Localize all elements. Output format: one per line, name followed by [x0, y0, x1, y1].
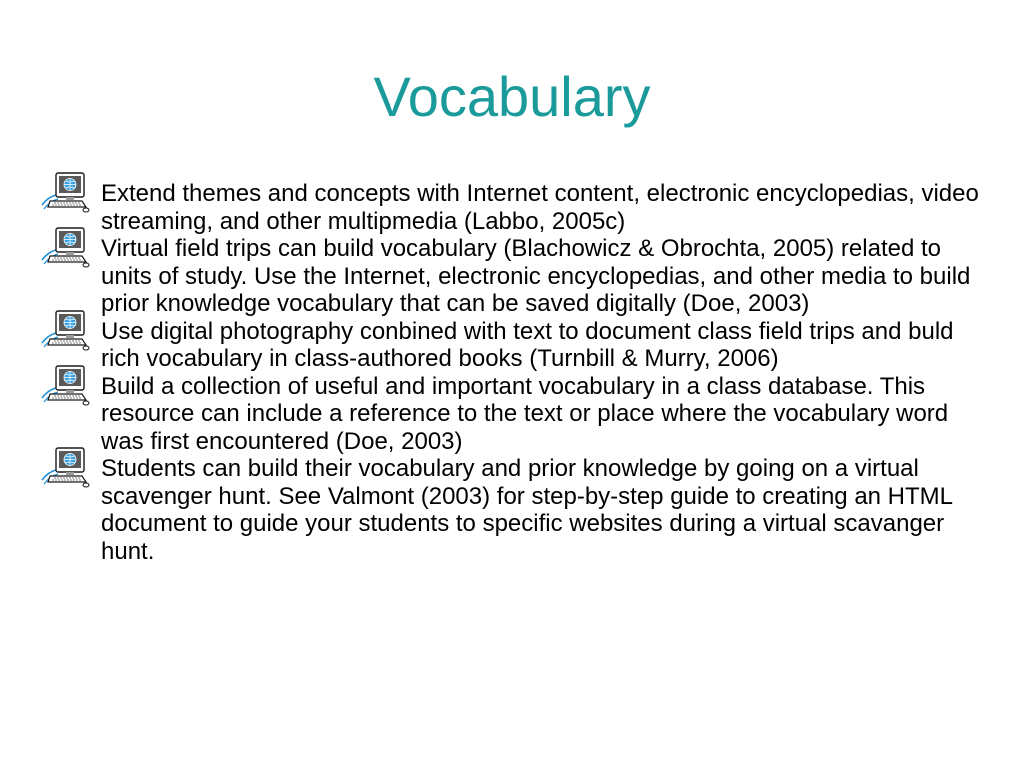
computer-monitor-icon: [40, 171, 90, 213]
list-item: [40, 180, 980, 235]
bullet-text: Students can build their vocabulary and prior knowledge by going on a virtual scavenger hunt. See Valmont (2003) for step-by-step guide to creating an HTML document to guide your students to specific websites during a virtual scavanger hunt.: [101, 455, 953, 565]
bullet-text: Build a collection of useful and important vocabulary in a class database. This resource can include a reference to the text or place where the vocabulary word was first encountered (Doe, 2003): [101, 372, 949, 455]
list-item: [40, 235, 980, 318]
list-item: [40, 455, 980, 565]
bullet-text: Extend themes and concepts with Internet content, electronic encyclopedias, video streaming, and other multipmedia (Labbo, 2005c): [101, 180, 979, 235]
bullet-list: [40, 180, 980, 565]
slide-title: Vocabulary: [373, 65, 651, 128]
computer-monitor-icon: [40, 364, 90, 406]
computer-monitor-icon: [40, 446, 90, 488]
bullet-text: Virtual field trips can build vocabulary (Blachowicz & Obrochta, 2005) related to units of study. Use the Internet, electronic encyclopedias, and other media to build prior knowledge vocabulary that can be saved digitally (Doe, 2003): [101, 235, 971, 317]
computer-monitor-icon: [40, 226, 90, 268]
computer-monitor-icon: [40, 309, 90, 351]
bullet-text: Use digital photography conbined with text to document class field trips and buld rich vocabulary in class-authored books (Turnbill & Murry, 2006): [101, 317, 954, 372]
list-item: [40, 318, 980, 373]
list-item: [40, 373, 980, 456]
